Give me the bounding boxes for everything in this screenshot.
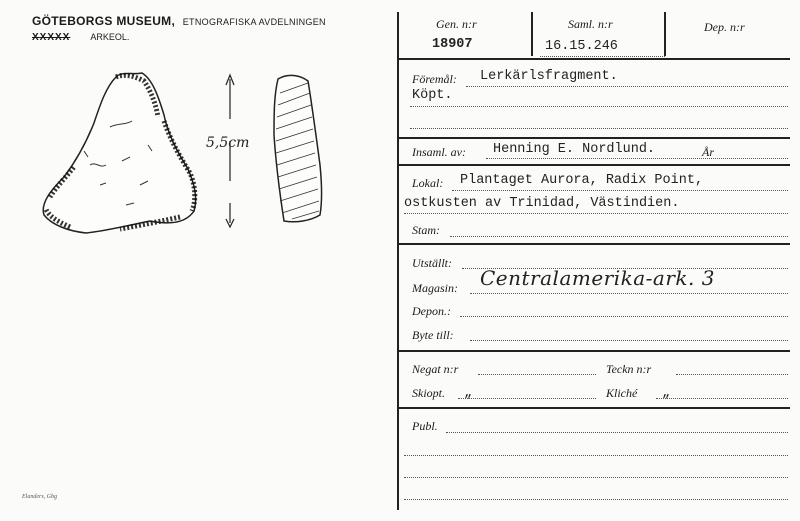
dotted-line <box>404 477 788 478</box>
card-left-border <box>397 12 399 510</box>
depon-label: Depon.: <box>412 304 451 318</box>
divider <box>398 58 790 60</box>
separator <box>664 12 666 56</box>
publ-label: Publ. <box>412 419 438 433</box>
dotted-line <box>470 293 788 294</box>
dotted-line <box>458 398 596 399</box>
foremal-label: Föremål: <box>412 72 457 86</box>
divider <box>398 137 790 139</box>
gen-label: Gen. n:r <box>436 17 477 31</box>
printer-imprint: Elanders, Gbg <box>22 494 57 500</box>
skiopt-label: Skiopt. <box>412 386 445 400</box>
dotted-line <box>404 455 788 456</box>
saml-value: 16.15.246 <box>545 39 618 54</box>
dotted-line <box>404 213 788 214</box>
dotted-line <box>478 374 596 375</box>
separator <box>531 12 533 56</box>
section-name: ARKEOL. <box>90 32 130 42</box>
sherd-outline <box>43 73 195 233</box>
dotted-line <box>452 190 788 191</box>
byte-label: Byte till: <box>412 328 454 342</box>
divider <box>398 164 790 166</box>
lokal-line2: ostkusten av Trinidad, Västindien. <box>404 196 680 211</box>
dotted-line <box>470 340 788 341</box>
divider <box>398 350 790 352</box>
stam-label: Stam: <box>412 223 440 237</box>
teckn-label: Teckn n:r <box>606 362 652 376</box>
ar-label: År <box>702 145 714 159</box>
lokal-label: Lokal: <box>412 176 444 190</box>
dotted-line <box>486 158 788 159</box>
magasin-value: Centralamerika-ark. 3 <box>480 266 715 290</box>
struck-section: XXXXX <box>32 32 71 43</box>
dotted-line <box>450 236 788 237</box>
dotted-line <box>656 398 788 399</box>
dotted-line <box>404 499 788 500</box>
dotted-line <box>410 128 788 129</box>
negat-label: Negat n:r <box>412 362 459 376</box>
saml-label: Saml. n:r <box>568 17 613 31</box>
foremal-line2: Köpt. <box>412 88 453 103</box>
kliche-value: „ <box>662 386 671 401</box>
foremal-value: Lerkärlsfragment. <box>480 69 618 84</box>
museum-name: GÖTEBORGS MUSEUM, <box>32 14 176 28</box>
dotted-line <box>460 316 788 317</box>
museum-header <box>32 14 326 28</box>
dotted-line <box>410 106 788 107</box>
divider <box>398 407 790 409</box>
insaml-value: Henning E. Nordlund. <box>493 142 656 157</box>
magasin-label: Magasin: <box>412 281 458 295</box>
dep-label: Dep. n:r <box>704 20 745 34</box>
lokal-value: Plantaget Aurora, Radix Point, <box>460 173 704 188</box>
insaml-label: Insaml. av: <box>412 145 466 159</box>
artifact-drawing <box>30 65 340 245</box>
measure-label: 5,5cm <box>206 135 250 151</box>
gen-value: 18907 <box>432 37 473 52</box>
divider <box>398 243 790 245</box>
dotted-line <box>466 86 788 87</box>
dotted-line <box>446 432 788 433</box>
dotted-line <box>676 374 788 375</box>
utstallt-label: Utställt: <box>412 256 453 270</box>
section-header <box>32 32 129 43</box>
skiopt-value: „ <box>464 386 473 401</box>
department-name: ETNOGRAFISKA AVDELNINGEN <box>182 17 326 27</box>
dotted-line <box>540 56 665 57</box>
kliche-label: Kliché <box>606 386 638 400</box>
